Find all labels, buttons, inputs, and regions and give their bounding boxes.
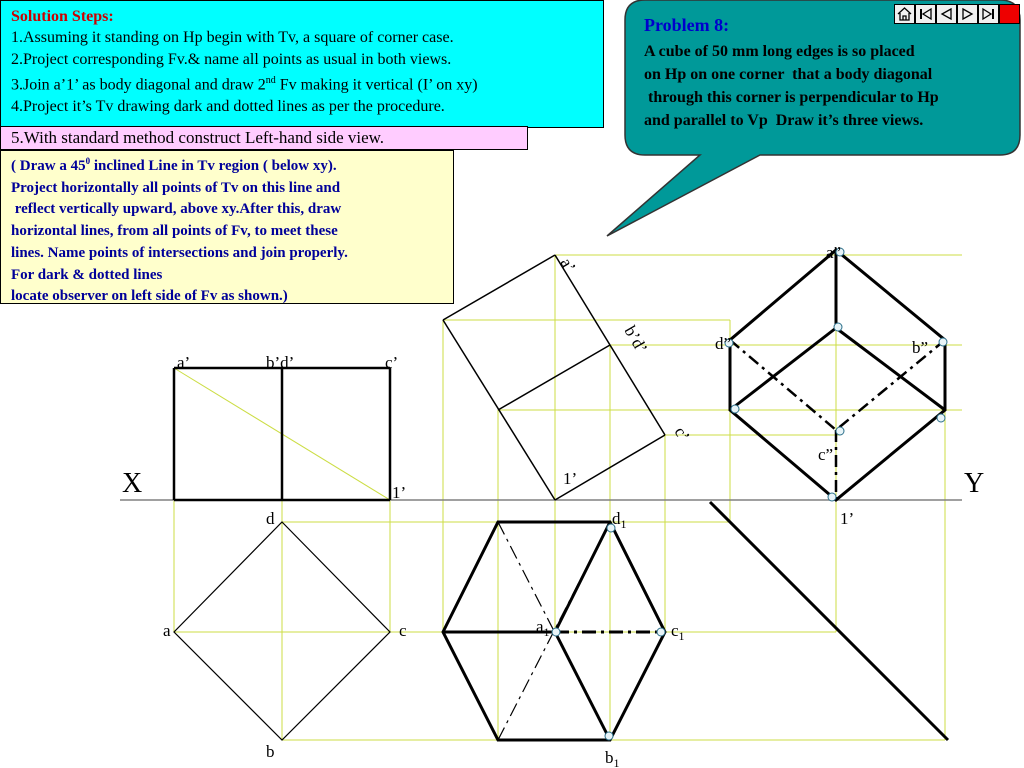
solution-steps-box — [0, 0, 604, 128]
fv1-label-1: 1’ — [392, 483, 407, 502]
next-slide-icon[interactable] — [957, 4, 978, 24]
instructions-box — [0, 150, 454, 304]
sv-label-c: c” — [818, 445, 834, 464]
fv2-label-1: 1’ — [563, 469, 578, 488]
x-axis-label: X — [122, 468, 143, 499]
side-view — [730, 250, 945, 500]
solution-step-1: 1.Assuming it standing on Hp begin with Tv, a square of corner case. — [11, 29, 454, 46]
solution-step-3: 3.Join a’1’ as body diagonal and draw 2nd Fv making it vertical (I’ on xy) — [11, 75, 478, 94]
tv1-label-d: d — [266, 509, 275, 528]
previous-slide-icon[interactable] — [936, 4, 957, 24]
solution-title: Solution Steps: — [11, 8, 114, 25]
sv-label-b: b” — [912, 338, 929, 357]
instruction-line-7: locate observer on left side of Fv as shown.) — [11, 288, 288, 305]
tv2-label-d: $d_1$ — [612, 509, 627, 531]
fv2-label-a: a’ — [556, 254, 580, 276]
instruction-line-6: For dark & dotted lines — [11, 266, 163, 283]
end-show-icon[interactable] — [999, 4, 1020, 24]
problem-title: Problem 8: — [644, 15, 730, 35]
slide-navigation — [894, 4, 1020, 24]
fv2-label-c: c’ — [670, 423, 694, 445]
instruction-line-5: lines. Name points of intersections and join properly. — [11, 244, 348, 261]
tv1-label-b: b — [266, 742, 275, 761]
instruction-line-4: horizontal lines, from all points of Fv, to meet these — [11, 223, 338, 240]
last-slide-icon[interactable] — [978, 4, 999, 24]
tv2-label-a: $a_1$ — [536, 617, 550, 639]
instruction-line-1: ( Draw a $45^0$ inclined Line in Tv region ( below xy). — [11, 156, 337, 174]
inclined-45-line — [710, 502, 948, 740]
tv1-label-a: a — [163, 621, 171, 640]
solution-step-5: 5.With standard method construct Left-hand side view. — [0, 126, 528, 150]
tv2-label-c: $c_1$ — [671, 621, 685, 643]
instruction-line-2: Project horizontally all points of Tv on this line and — [11, 179, 341, 196]
tv2-label-b: $b_1$ — [605, 748, 620, 768]
problem-statement: A cube of 50 mm long edges is so placed on Hp on one corner that a body diagonal through this corner is perpendicular to Hp and parallel to Vp Draw it’s three views. — [644, 43, 939, 129]
home-icon[interactable] — [894, 4, 915, 24]
fv1-label-c: c’ — [385, 353, 399, 372]
instruction-line-3: reflect vertically upward, above xy.After this, draw — [11, 201, 342, 218]
sv-label-1: 1’ — [840, 509, 855, 528]
solution-step-4: 4.Project it’s Tv drawing dark and dotted lines as per the procedure. — [11, 97, 445, 115]
fv2-label-bd: b’d’ — [620, 322, 652, 357]
front-view-2 — [443, 255, 665, 500]
fv1-label-bd: b’d’ — [266, 353, 295, 372]
first-slide-icon[interactable] — [915, 4, 936, 24]
fv1-label-a: a’ — [177, 353, 191, 372]
solution-step-2: 2.Project corresponding Fv.& name all points as usual in both views. — [11, 50, 452, 68]
y-axis-label: Y — [964, 468, 985, 499]
tv1-label-c: c — [399, 621, 407, 640]
sv-label-a: a” — [826, 243, 842, 262]
sv-label-d: d” — [715, 334, 732, 353]
